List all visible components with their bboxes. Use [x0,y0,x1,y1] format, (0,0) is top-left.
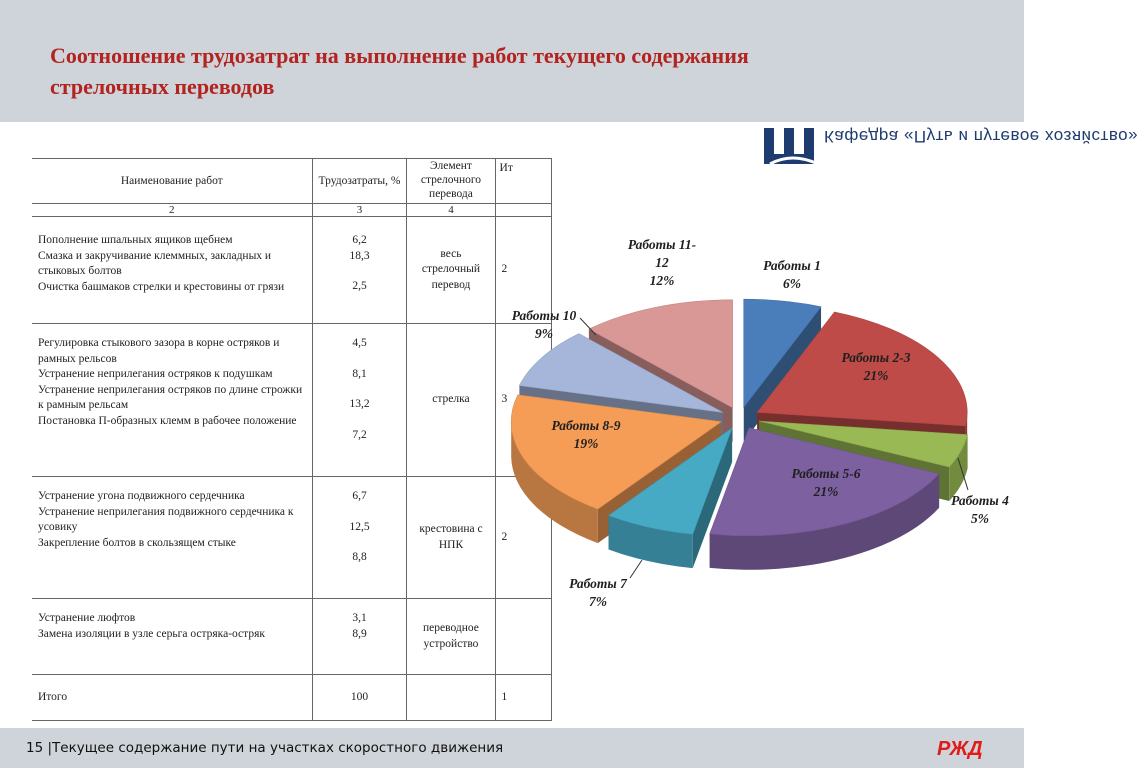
department-logo-text: Кафедра «Путь и путевое хозяйство» [824,127,1138,146]
labor-value: 8,9 [352,627,367,640]
work-item: Устранение неприлегания остряков к подушкам [38,368,273,380]
total-cell: 2 [495,217,551,324]
element-cell: весь стрелочный перевод [407,217,495,324]
labor-value: 7,2 [352,428,367,441]
footer-text: 15 |Текущее содержание пути на участках скоростного движения [26,740,504,756]
col-number-element: 4 [407,204,495,217]
svg-text:РЖД: РЖД [937,738,983,760]
leader-line [630,560,642,578]
header-total: Ит [495,159,551,204]
slice-percent: 7% [589,594,607,609]
slice-name: Работы 11- [627,237,697,252]
header-labor: Трудозатраты, % [312,159,407,204]
slice-name: Работы 10 [511,308,577,323]
element-cell: переводное устройство [407,599,495,675]
slice-name: 12 [655,255,669,270]
slice-percent: 21% [863,368,889,383]
total-cell: 2 [495,477,551,599]
labor-value: 12,5 [349,520,370,533]
slice-label [512,308,577,341]
work-item: Устранение угона подвижного сердечника [38,490,245,502]
col-number-name: 2 [32,204,312,217]
total-cell: 3 [495,324,551,477]
slice-name: Работы 1 [763,258,821,273]
work-item: Устранение неприлегания подвижного сердечника к усовику [38,505,294,533]
labor-value: 18,3 [349,249,370,262]
slice-label [569,576,628,609]
slide-title-line1: Соотношение трудозатрат на выполнение работ текущего содержания [50,43,749,68]
labor-value: 3,1 [352,612,367,624]
labor-value: 13,2 [349,398,370,410]
work-item: Замена изоляции в узле серьга остряка-остряк [38,627,265,640]
work-item: Пополнение шпальных ящиков щебнем [38,234,233,246]
work-item: Устранение люфтов [38,612,136,624]
col-number-labor: 3 [312,204,407,217]
header-name: Наименование работ [32,159,312,204]
slice-label [628,237,697,288]
slice-name: Работы 5-6 [791,466,861,481]
labor-value: 8,8 [352,551,367,563]
leader-line [580,318,596,335]
labor-value: 2,5 [352,280,367,292]
labor-value: 6,2 [352,234,367,246]
work-item: Устранение неприлегания остряков по длине строжки к рамным рельсам [38,383,303,411]
slide-footer [0,728,1024,768]
slice-name: Работы 2-3 [841,350,911,365]
labor-value: 4,5 [352,337,367,349]
slice-name: Работы 7 [569,576,627,591]
work-item: Закрепление болтов в скользящем стыке [38,536,236,549]
slide-title-line2: стрелочных переводов [50,74,275,99]
labor-value: 8,1 [352,367,367,380]
work-item: Очистка башмаков стрелки и крестовины от грязи [38,280,285,293]
slice-percent: 12% [649,273,675,288]
slice-percent: 5% [971,511,989,526]
slice-name: Работы 4 [951,493,1009,508]
total-total-cell: 1 [495,675,551,721]
element-cell: стрелка [407,324,495,477]
slice-percent: 21% [813,484,839,499]
header-element: Элемент стрелочного перевода [407,159,495,204]
total-label: Итого [32,675,312,721]
slice-percent: 9% [535,326,553,341]
slice-percent: 6% [783,276,801,291]
work-item: Постановка П-образных клемм в рабочее положение [38,414,297,427]
element-cell: крестовина с НПК [407,477,495,599]
slice-label [763,258,821,291]
slice-label [951,493,1009,526]
work-item: Смазка и закручивание клеммных, закладных и стыковых болтов [38,249,272,277]
slice-name: Работы 8-9 [551,418,621,433]
slice-percent: 19% [573,436,599,451]
work-item: Регулировка стыкового зазора в корне остряков и рамных рельсов [38,337,280,365]
rzd-logo-icon [935,735,987,761]
labor-value: 6,7 [352,490,367,502]
total-value: 100 [312,675,407,721]
